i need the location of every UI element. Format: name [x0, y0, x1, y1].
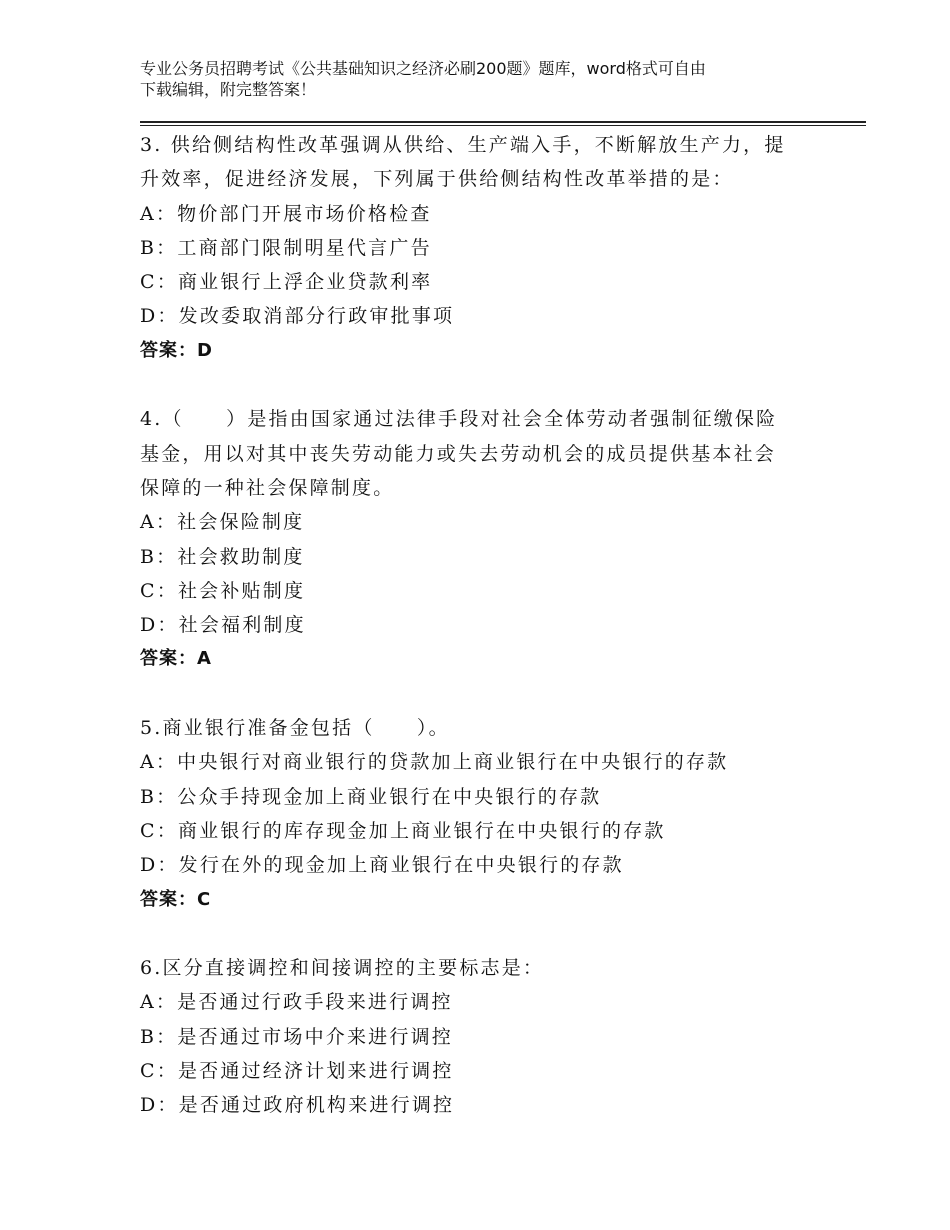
question-4-option-a: A：社会保险制度 [140, 511, 305, 534]
question-5-stem-line-1: 5.商业银行准备金包括（ ）。 [140, 717, 450, 740]
question-3-option-c: C：商业银行上浮企业贷款利率 [140, 271, 433, 294]
header-divider-thick [140, 121, 866, 123]
question-4 [140, 402, 830, 676]
question-4-stem-line-1: 4.（ ）是指由国家通过法律手段对社会全体劳动者强制征缴保险 [140, 408, 778, 431]
question-6 [140, 951, 830, 1122]
spacer [140, 677, 830, 711]
question-5-option-c: C：商业银行的库存现金加上商业银行在中央银行的存款 [140, 819, 666, 842]
question-4-option-d: D：社会福利制度 [140, 614, 306, 637]
question-6-option-b: B：是否通过市场中介来进行调控 [140, 1025, 453, 1048]
question-5-option-a: A：中央银行对商业银行的贷款加上商业银行在中央银行的存款 [140, 751, 729, 774]
question-6-option-d: D：是否通过政府机构来进行调控 [140, 1094, 455, 1117]
question-5-option-d: D：发行在外的现金加上商业银行在中央银行的存款 [140, 854, 624, 877]
question-3-option-d: D：发改委取消部分行政审批事项 [140, 305, 455, 328]
spacer [140, 368, 830, 402]
question-3-option-b: B：工商部门限制明星代言广告 [140, 236, 432, 259]
question-4-option-c: C：社会补贴制度 [140, 579, 306, 602]
spacer [140, 917, 830, 951]
question-6-option-c: C：是否通过经济计划来进行调控 [140, 1060, 454, 1083]
question-3-option-a: A：物价部门开展市场价格检查 [140, 202, 432, 225]
question-4-option-b: B：社会救助制度 [140, 545, 305, 568]
header-divider-thin [140, 125, 866, 126]
question-3-stem-line-1: 3. 供给侧结构性改革强调从供给、生产端入手，不断解放生产力，提 [140, 134, 786, 156]
question-5-option-b: B：公众手持现金加上商业银行在中央银行的存款 [140, 785, 602, 808]
question-3-stem-line-2: 升效率，促进经济发展，下列属于供给侧结构性改革举措的是： [140, 168, 734, 191]
question-list [140, 128, 830, 1123]
document-header [140, 58, 820, 100]
question-4-answer: 答案：A [140, 648, 212, 670]
question-4-stem-line-3: 保障的一种社会保障制度。 [140, 476, 395, 499]
question-6-option-a: A：是否通过行政手段来进行调控 [140, 991, 453, 1014]
question-6-stem-line-1: 6.区分直接调控和间接调控的主要标志是： [140, 957, 545, 980]
header-line-1: 专业公务员招聘考试《公共基础知识之经济必刷200题》题库，word格式可自由 [140, 59, 706, 78]
question-3 [140, 128, 830, 368]
question-4-stem-line-2: 基金，用以对其中丧失劳动能力或失去劳动机会的成员提供基本社会 [140, 442, 777, 465]
question-3-answer: 答案：D [140, 339, 213, 361]
header-line-2: 下载编辑，附完整答案！ [140, 80, 317, 99]
question-5-answer: 答案：C [140, 888, 212, 910]
question-5 [140, 711, 830, 917]
